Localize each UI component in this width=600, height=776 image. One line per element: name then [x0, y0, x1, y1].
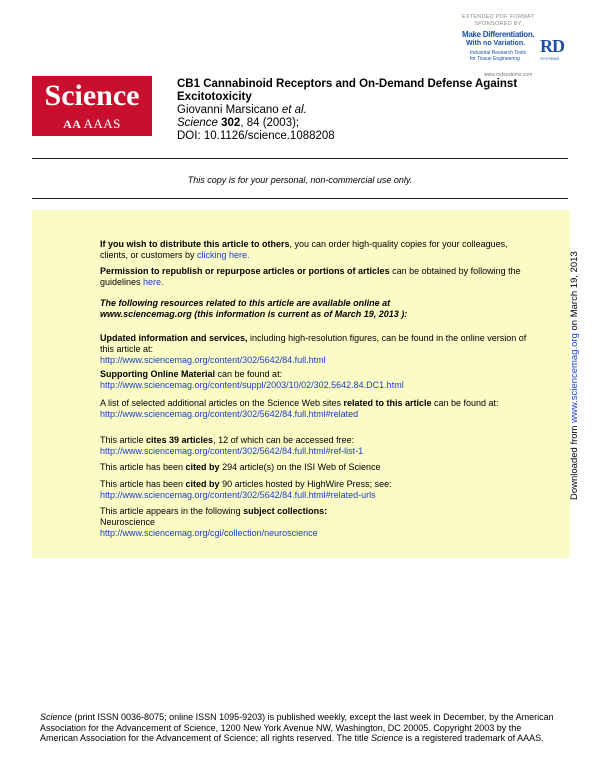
aaas-mark-icon: AA — [63, 117, 82, 131]
related-articles-link[interactable]: http://www.sciencemag.org/content/302/5642/84.full.html#related — [100, 409, 359, 419]
download-stamp: Downloaded from www.sciencemag.org on March 19, 2013 — [569, 251, 580, 500]
divider-bottom — [32, 198, 568, 199]
article-header — [177, 78, 547, 143]
article-doi: DOI: 10.1126/science.1088208 — [177, 130, 335, 142]
ad-subhead: With no Variation. — [466, 40, 526, 47]
personal-use-notice: This copy is for your personal, non-commercial use only. — [187, 175, 413, 185]
isi-citations-section: This article has been cited by 294 article(s) on the ISI Web of Science — [100, 462, 381, 472]
divider-top — [32, 158, 568, 159]
article-title: CB1 Cannabinoid Receptors and On-Demand Defense Against Excitotoxicity — [177, 78, 518, 103]
science-logo-word: Science — [44, 79, 140, 112]
sciencemag-link[interactable]: www.sciencemag.org — [569, 333, 580, 423]
article-authors: Giovanni Marsicano et al. — [177, 104, 307, 116]
ad-headline: Make Differentiation. — [462, 30, 535, 39]
rd-systems-logo: RD — [540, 36, 564, 56]
subject-collections-section: This article appears in the following subject collections: Neuroscience http://www.sciencemag.org/cgi/collection/neuroscience — [100, 506, 328, 538]
copyright-footer: Science (print ISSN 0036-8075; online ISSN 1095-9203) is published weekly, except the last week in December, by the American Association for the Advancement of Science, 1200 New York Avenue NW, Washington, DC 20005. Copyright 2003 by the American Association for the Advancement of Science; all rights reserved. The title Science is a registered trademark of AAAS. — [40, 712, 554, 743]
ad-sponsor-label: EXTENDED PDF FORMAT SPONSORED BY — [461, 14, 535, 27]
related-articles-section: A list of selected additional articles on the Science Web sites related to this article can be found at: http://www.sciencemag.org/content/302/5642/84.full.html#related — [100, 398, 499, 419]
resources-heading: The following resources related to this article are available online at www.sciencemag.org (this information is current as of March 19, 2013 ): — [100, 298, 408, 319]
science-logo — [32, 76, 152, 136]
reference-list-link[interactable]: http://www.sciencemag.org/content/302/5642/84.full.html#ref-list-1 — [100, 446, 364, 456]
article-citation: Science 302, 84 (2003); — [177, 117, 300, 129]
distribute-section: If you wish to distribute this article to others, you can order high-quality copies for your colleagues, clients, or customers by clicking here. — [100, 239, 508, 260]
guidelines-link[interactable]: here. — [143, 277, 164, 287]
neuroscience-collection-link[interactable]: http://www.sciencemag.org/cgi/collection/neuroscience — [100, 528, 318, 538]
supporting-material-section: Supporting Online Material can be found at: http://www.sciencemag.org/content/suppl/2003/10/02/302.5642.84.DC1.html — [100, 369, 404, 390]
permission-section: Permission to republish or repurpose articles or portions of articles can be obtained by following the guidelines here. — [100, 266, 521, 287]
aaas-text: AAAS — [83, 116, 121, 131]
ad-url: www.rndsystems.com — [484, 72, 533, 78]
highwire-citations-section: This article has been cited by 90 articles hosted by HighWire Press; see: http://www.sciencemag.org/content/302/5642/84.full.html#related-urls — [100, 479, 392, 500]
full-html-link[interactable]: http://www.sciencemag.org/content/302/5642/84.full.html — [100, 355, 326, 365]
clicking-here-link[interactable]: clicking here. — [197, 250, 250, 260]
related-urls-link[interactable]: http://www.sciencemag.org/content/302/5642/84.full.html#related-urls — [100, 490, 376, 500]
updated-info-section: Updated information and services, including high-resolution figures, can be found in the online version of this article at: http://www.sciencemag.org/content/302/5642/84.full.html — [100, 333, 527, 365]
ad-tagline: Industrial Research Tools for Tissue Engineering — [470, 50, 527, 62]
supporting-material-link[interactable]: http://www.sciencemag.org/content/suppl/2003/10/02/302.5642.84.DC1.html — [100, 380, 404, 390]
cites-section: This article cites 39 articles, 12 of which can be accessed free: http://www.sciencemag.org/content/302/5642/84.full.html#ref-list-1 — [100, 435, 364, 456]
aaas-logo — [32, 116, 152, 132]
subject-name: Neuroscience — [100, 517, 156, 527]
rd-systems-sub: SYSTEMS — [540, 56, 560, 61]
sponsor-ad[interactable] — [456, 14, 584, 80]
